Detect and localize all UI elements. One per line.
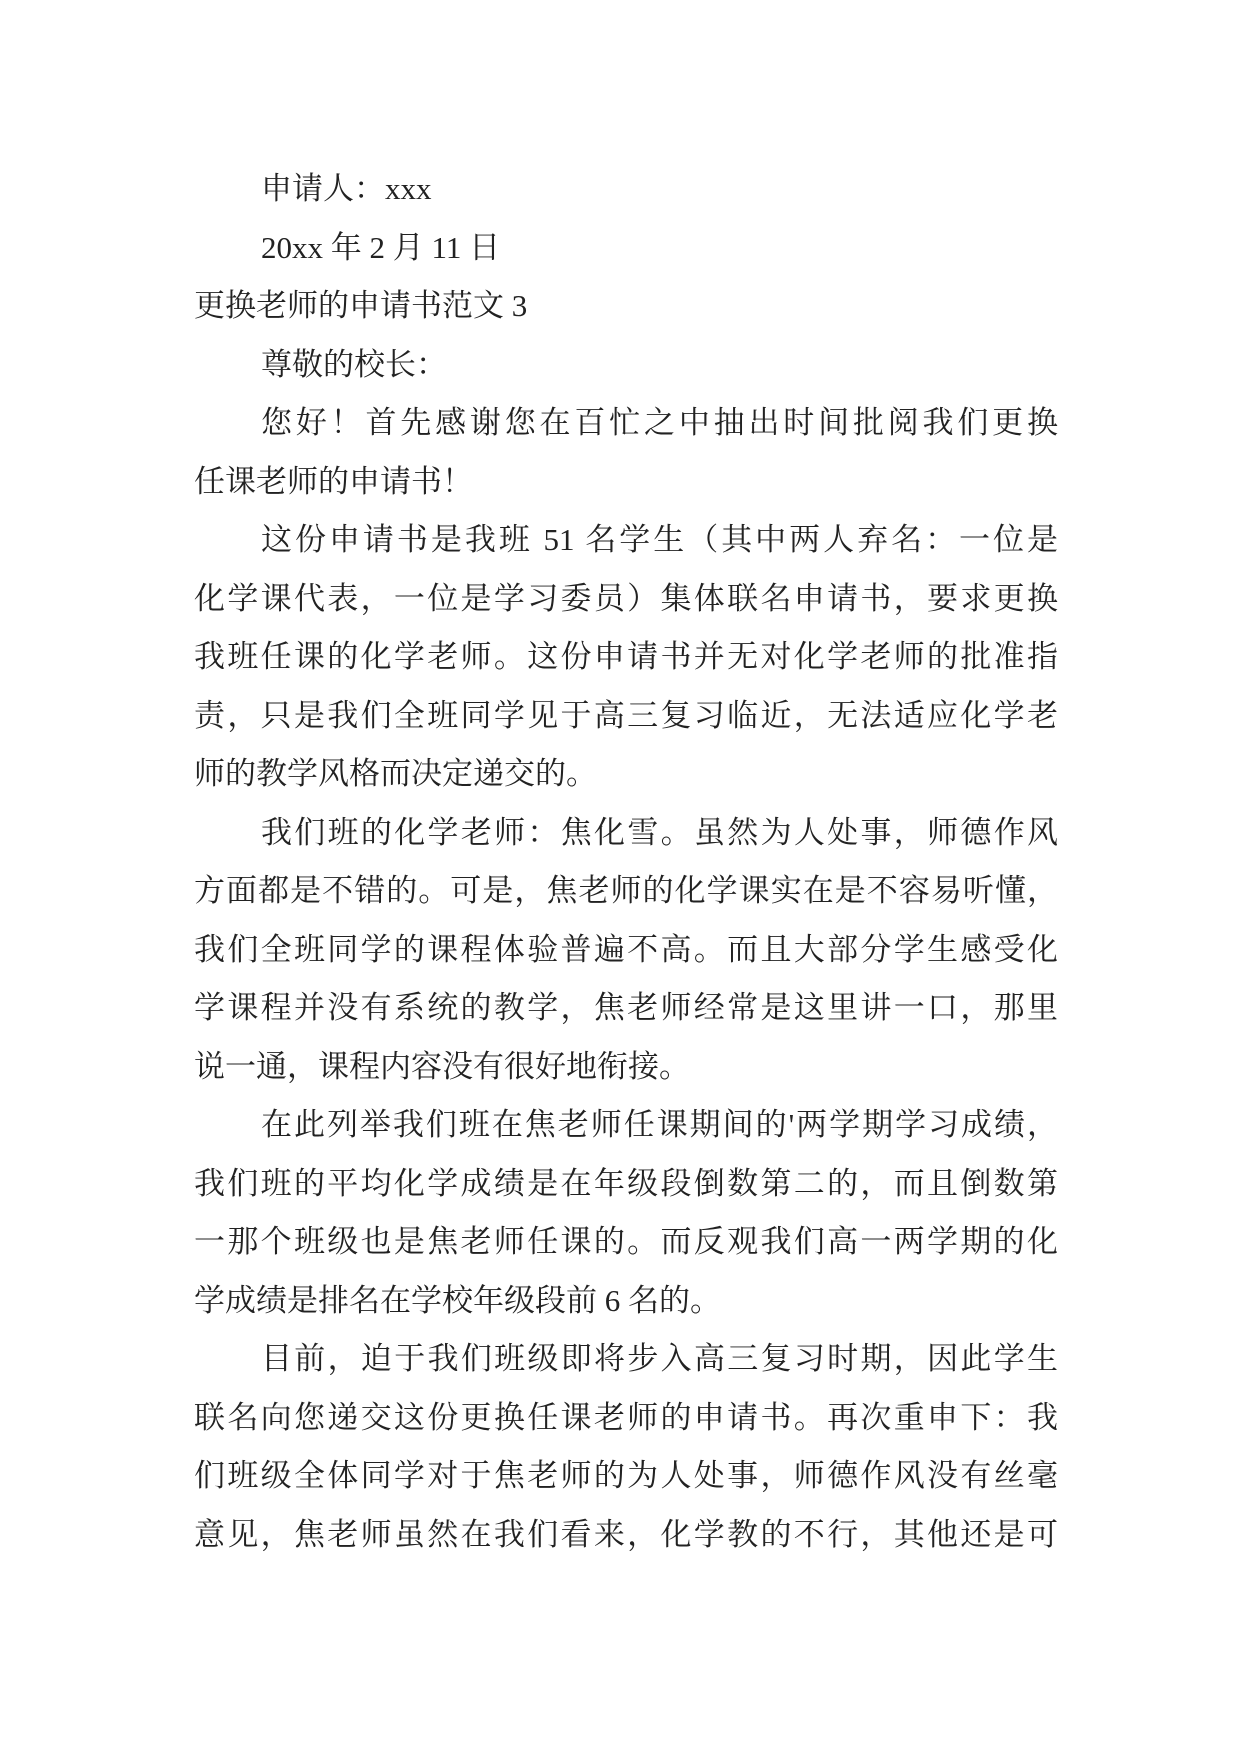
paragraph-request [194, 1330, 1058, 1564]
paragraph-line: 学成绩是排名在学校年级段前 6 名的。 [194, 1282, 721, 1318]
paragraph-line: 我们全班同学的课程体验普遍不高。而且大部分学生感受化 [194, 931, 1058, 967]
document-page [194, 160, 1058, 1564]
paragraph-line: 在此列举我们班在焦老师任课期间的'两学期学习成绩， [261, 1107, 1058, 1142]
paragraph-line: 您好！首先感谢您在百忙之中抽出时间批阅我们更换 [261, 405, 1058, 440]
paragraph-line: 任课老师的申请书！ [194, 463, 473, 499]
paragraph-line: 说一通，课程内容没有很好地衔接。 [194, 1048, 690, 1084]
paragraph-line: 方面都是不错的。可是，焦老师的化学课实在是不容易听懂， [194, 873, 1058, 908]
paragraph-line: 意见，焦老师虽然在我们看来，化学教的不行，其他还是可 [194, 1516, 1058, 1552]
paragraph-line: 们班级全体同学对于焦老师的为人处事，师德作风没有丝毫 [194, 1458, 1058, 1493]
paragraph-greeting [194, 394, 1058, 511]
paragraph-line: 目前，迫于我们班级即将步入高三复习时期，因此学生 [261, 1341, 1058, 1376]
paragraph-line: 我班任课的化学老师。这份申请书并无对化学老师的批准指 [194, 639, 1058, 674]
paragraph-line: 一那个班级也是焦老师任课的。而反观我们高一两学期的化 [194, 1224, 1058, 1259]
paragraph-line: 这份申请书是我班 51 名学生（其中两人弃名：一位是 [261, 522, 1058, 557]
paragraph-line: 联名向您递交这份更换任课老师的申请书。再次重申下：我 [194, 1399, 1058, 1435]
paragraph-teacher [194, 804, 1058, 1097]
document-title: 更换老师的申请书范文 3 [194, 288, 528, 323]
paragraph-line: 我们班的平均化学成绩是在年级段倒数第二的，而且倒数第 [194, 1165, 1058, 1201]
paragraph-line: 责，只是我们全班同学见于高三复习临近，无法适应化学老 [194, 697, 1058, 733]
paragraph-line: 化学课代表，一位是学习委员）集体联名申请书，要求更换 [194, 580, 1058, 616]
paragraph-purpose [194, 511, 1058, 804]
paragraph-grades [194, 1096, 1058, 1330]
paragraph-line: 我们班的化学老师：焦化雪。虽然为人处事，师德作风 [261, 814, 1058, 850]
salutation: 尊敬的校长： [261, 346, 447, 382]
paragraph-line: 学课程并没有系统的教学，焦老师经常是这里讲一口，那里 [194, 990, 1058, 1025]
date-line: 20xx 年 2 月 11 日 [261, 229, 501, 265]
paragraph-line: 师的教学风格而决定递交的。 [194, 756, 597, 791]
applicant-line: 申请人：xxx [261, 171, 432, 206]
